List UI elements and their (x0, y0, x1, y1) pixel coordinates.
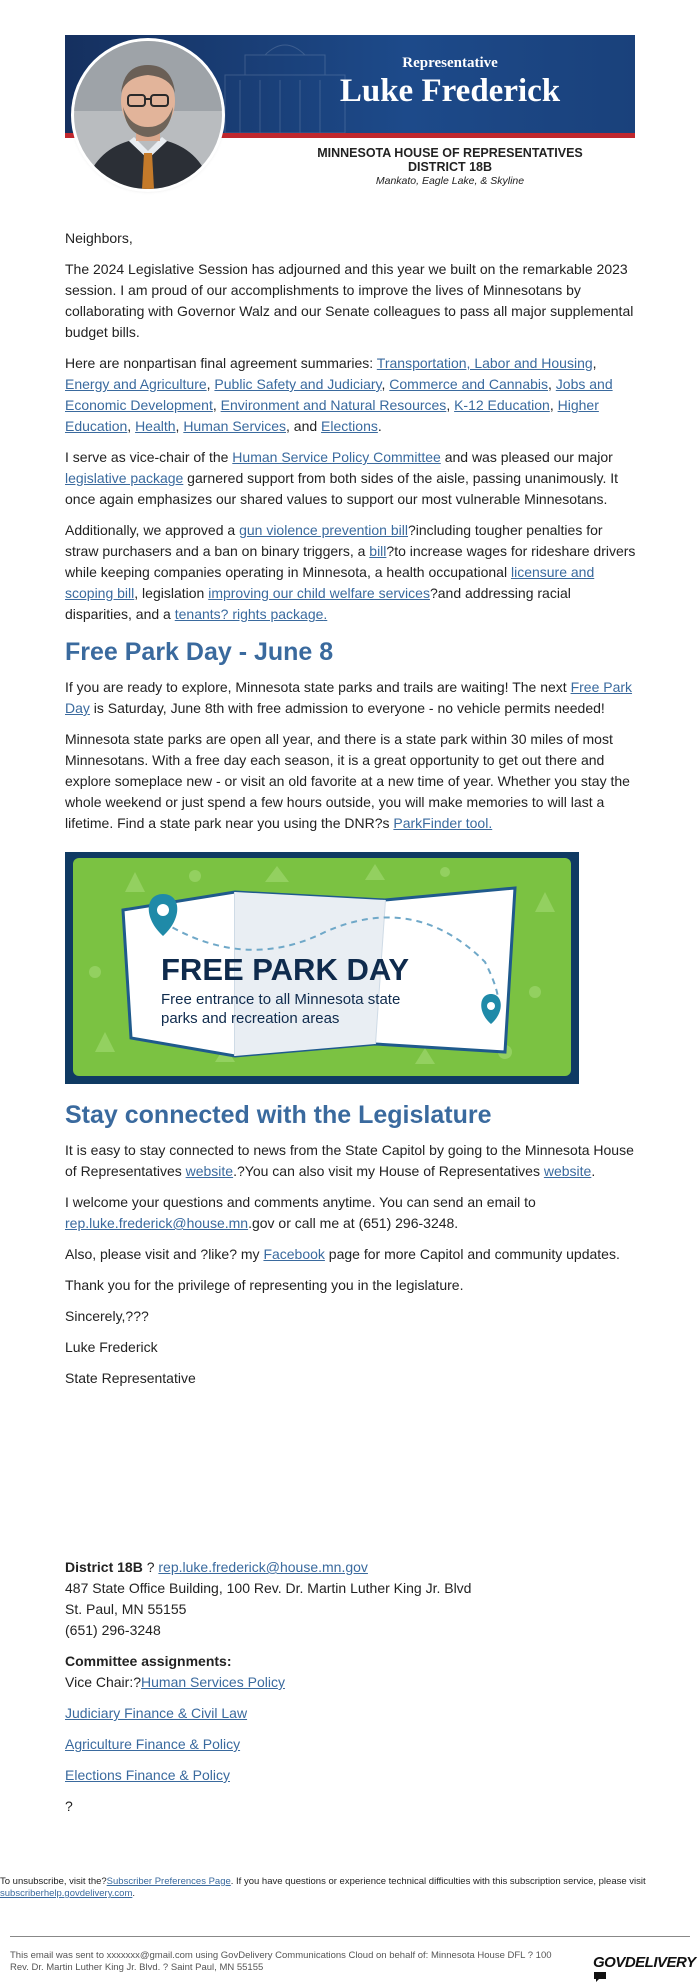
footer-address-line1: 487 State Office Building, 100 Rev. Dr. Martin Luther King Jr. Blvd (65, 1580, 472, 1596)
link-k12-education[interactable]: K-12 Education (454, 397, 550, 413)
link-human-service-policy-committee[interactable]: Human Service Policy Committee (232, 449, 441, 465)
link-parkfinder-tool[interactable]: ParkFinder tool. (393, 815, 493, 831)
footer-phone: (651) 296-3248 (65, 1622, 161, 1638)
link-child-welfare-services[interactable]: improving our child welfare services (208, 585, 430, 601)
link-legislative-package[interactable]: legislative package (65, 470, 184, 486)
committee-item (65, 1703, 637, 1724)
rep-title-label: Representative (402, 55, 498, 71)
committee-item (65, 1765, 637, 1786)
link-committee-judiciary[interactable]: Judiciary Finance & Civil Law (65, 1705, 248, 1721)
link-subscriber-help[interactable]: subscriberhelp.govdelivery.com (0, 1888, 133, 1899)
committee-item (65, 1734, 637, 1755)
footer-email-link[interactable]: rep.luke.frederick@house.mn.gov (158, 1559, 368, 1575)
rep-name: Luke Frederick (339, 73, 561, 109)
house-name: MINNESOTA HOUSE OF REPRESENTATIVES (317, 146, 583, 160)
image-title: FREE PARK DAY (161, 952, 410, 987)
header-banner (65, 35, 635, 190)
link-health[interactable]: Health (135, 418, 176, 434)
image-subtitle-line1: Free entrance to all Minnesota state (161, 991, 401, 1008)
link-energy-agriculture[interactable]: Energy and Agriculture (65, 376, 207, 392)
footer-address-line2: St. Paul, MN 55155 (65, 1601, 187, 1617)
link-facebook[interactable]: Facebook (263, 1246, 325, 1262)
image-subtitle-line2: parks and recreation areas (161, 1010, 340, 1027)
govdelivery-logo[interactable]: GOVDELIVERY (593, 1954, 700, 1988)
signature-title: State Representative (65, 1370, 196, 1386)
link-environment-natural-resources[interactable]: Environment and Natural Resources (220, 397, 447, 413)
free-park-day-intro: If you are ready to explore, Minnesota state parks and trails are waiting! The next Free Park Day is Saturday, June 8th with free admission to everyone - no vehicle permits needed! (65, 679, 633, 716)
summaries-paragraph: Here are nonpartisan final agreement summaries: Transportation, Labor and Housing, Energy and Agriculture, Public Safety and Judiciary, Commerce and Cannabis, Jobs and Economic Development, Environment and Natural Resources, K-12 Education, Higher Education, Health, Human Services, and Elections. (65, 355, 613, 434)
link-jobs-economic-development[interactable]: Jobs and Economic Development (65, 376, 613, 413)
footer-divider (10, 1936, 690, 1937)
stay-connected-paragraph: It is easy to stay connected to news from the State Capitol by going to the Minnesota House of Representatives website.?You can also visit my House of Representatives website. (65, 1142, 634, 1179)
contact-paragraph: I welcome your questions and comments anytime. You can send an email to rep.luke.frederick@house.mn.gov or call me at (651) 296-3248. (65, 1194, 536, 1231)
unsubscribe-notice: To unsubscribe, visit the?Subscriber Preferences Page. If you have questions or experience technical difficulties with this subscription service, please visit subscriberhelp.govdelivery.com. (0, 1876, 646, 1899)
link-licensure-scoping-bill[interactable]: licensure and scoping bill (65, 564, 595, 601)
link-committee-elections[interactable]: Elections Finance & Policy (65, 1767, 230, 1783)
footer-district-line: District 18B ? rep.luke.frederick@house.mn.gov (65, 1559, 368, 1575)
link-committee-human-services-policy[interactable]: Human Services Policy (141, 1674, 285, 1690)
link-rep-website[interactable]: website (543, 1163, 592, 1179)
link-commerce-cannabis[interactable]: Commerce and Cannabis (389, 376, 549, 392)
state-parks-paragraph: Minnesota state parks are open all year, and there is a state park within 30 miles of most Minnesotans. With a free day each season, it is a great opportunity to get out there and explore someplace new - or visit an old favorite at a new time of year. Whether you stay the whole weekend or just spend a few hours outside, you will make memories to will last a lifetime. Find a state park near you using the DNR?s ParkFinder tool. (65, 731, 630, 831)
link-human-services[interactable]: Human Services (183, 418, 287, 434)
link-rideshare-bill[interactable]: bill (369, 543, 387, 559)
link-public-safety-judiciary[interactable]: Public Safety and Judiciary (214, 376, 382, 392)
link-house-website[interactable]: website (185, 1163, 234, 1179)
newsletter-body (65, 228, 637, 1399)
signature-name: Luke Frederick (65, 1339, 158, 1355)
additional-bills-paragraph: Additionally, we approved a gun violence prevention bill?including tougher penalties for straw purchasers and a ban on binary triggers, a bill?to increase wages for rideshare drivers while keeping companies operating in Minnesota, a health occupational licensure and scoping bill, legislation improving our child welfare services?and addressing racial disparities, and a tenants? rights package. (65, 522, 636, 622)
district-label: DISTRICT 18B (407, 160, 493, 174)
signoff: Sincerely,??? (65, 1308, 149, 1324)
greeting: Neighbors, (65, 230, 133, 246)
free-park-day-heading: Free Park Day - June 8 (65, 638, 334, 666)
link-elections[interactable]: Elections (321, 418, 378, 434)
thanks-paragraph: Thank you for the privilege of representing you in the legislature. (65, 1277, 464, 1293)
rep-portrait (74, 41, 222, 189)
link-subscriber-preferences[interactable]: Subscriber Preferences Page (106, 1876, 231, 1887)
committee-vice-chair: Vice Chair:?Human Services Policy (65, 1674, 285, 1690)
link-transportation-labor-housing[interactable]: Transportation, Labor and Housing (376, 355, 593, 371)
stay-connected-heading: Stay connected with the Legislature (65, 1101, 492, 1129)
chat-bubble-icon (593, 1971, 607, 1983)
facebook-paragraph: Also, please visit and ?like? my Facebook page for more Capitol and community updates. (65, 1246, 620, 1262)
intro-paragraph: The 2024 Legislative Session has adjourned and this year we built on the remarkable 2023 session. I am proud of our accomplishments to improve the lives of Minnesotans by collaborating with Governor Walz and our Senate colleagues to pass all major supplemental budget bills. (65, 261, 634, 340)
link-tenants-rights-package[interactable]: tenants? rights package (174, 606, 324, 622)
link-gun-violence-bill[interactable]: gun violence prevention bill (239, 522, 408, 538)
link-free-park-day[interactable]: Free Park Day (65, 679, 633, 716)
summaries-intro: Here are nonpartisan final agreement summaries: (65, 355, 377, 371)
link-committee-agriculture[interactable]: Agriculture Finance & Policy (65, 1736, 241, 1752)
district-cities: Mankato, Eagle Lake, & Skyline (375, 175, 525, 187)
footer-contact (65, 1557, 637, 1817)
committee-title: Committee assignments: (65, 1653, 232, 1669)
sent-notice: This email was sent to xxxxxxx@gmail.com using GovDelivery Communications Cloud on behalf of: Minnesota House DFL ? 100 Rev. Dr. Martin Luther King Jr. Blvd. ? Saint Paul, MN 55155 (10, 1950, 552, 1973)
footer-district: District 18B (65, 1559, 143, 1575)
vice-chair-paragraph: I serve as vice-chair of the Human Service Policy Committee and was pleased our major legislative package garnered support from both sides of the aisle, passing unanimously. It once again emphasizes our shared values to support our most vulnerable Minnesotans. (65, 449, 619, 507)
free-park-day-image[interactable] (65, 852, 579, 1084)
link-email[interactable]: rep.luke.frederick@house.mn (65, 1215, 249, 1231)
link-higher-education[interactable]: Higher Education (65, 397, 599, 434)
footer-trailing-mark: ? (65, 1798, 73, 1814)
